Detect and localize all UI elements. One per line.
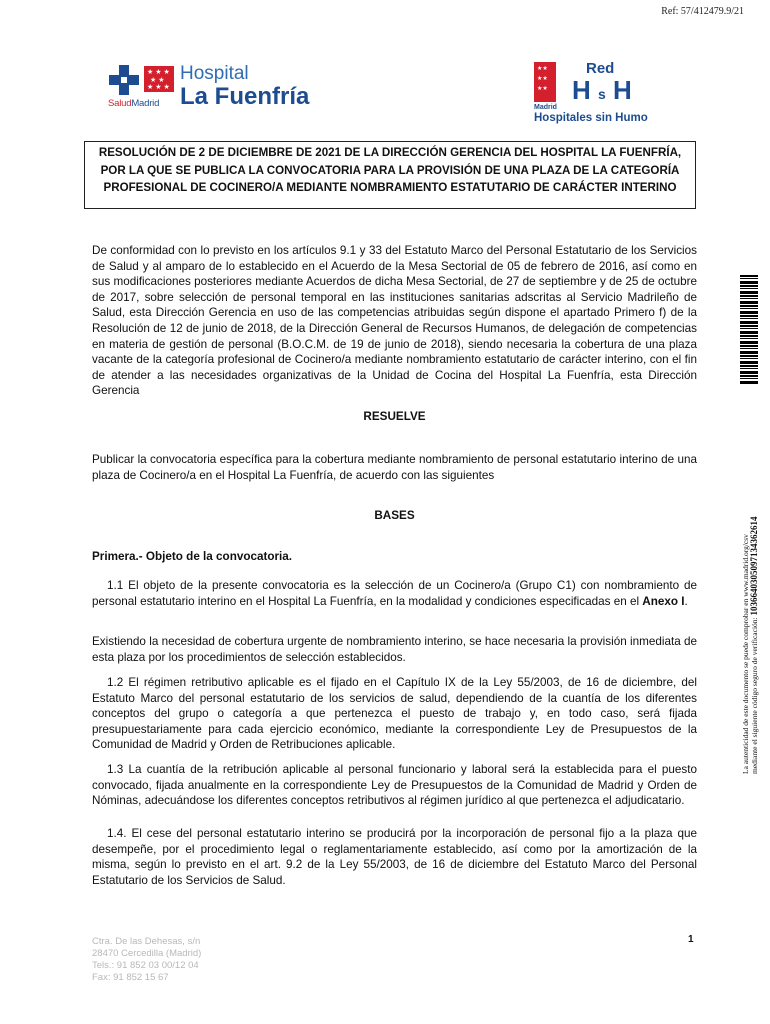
hospital-logo-line1: Hospital xyxy=(180,63,249,84)
red-hospitales-sin-humo-logo xyxy=(530,60,670,126)
salud-madrid-wordmark: SaludMadrid xyxy=(108,98,160,109)
verification-sidebar xyxy=(730,275,766,774)
primera-heading: Primera.- Objeto de la convocatoria. xyxy=(92,550,293,563)
paragraph-1-1: 1.1 El objeto de la presente convocatoria es la selección de un Cocinero/a (Grupo C1) con nombramiento de personal estatutario interino en el Hospital La Fuenfría, en la modalidad y condiciones especificadas en el Anexo I. xyxy=(92,579,697,608)
resolution-title: RESOLUCIÓN DE 2 DE DICIEMBRE DE 2021 DE LA DIRECCIÓN GERENCIA DEL HOSPITAL LA FUENFRÍA, POR LA QUE SE PUBLICA LA CONVOCATORIA PARA LA PROVISIÓN DE UNA PLAZA DE LA CATEGORÍA PROFESIONAL DE COCINERO/A MEDIANTE NOMBRAMIENTO ESTATUTARIO DE CARÁCTER INTERINO xyxy=(84,141,696,209)
page-number: 1 xyxy=(688,934,694,945)
paragraph-1-3: 1.3 La cuantía de la retribución aplicable al personal funcionario y laboral será la establecida para el puesto convocado, fijada anualmente en la correspondiente Ley de Presupuestos de la Comunidad de Madrid y Orden de Nóminas, adecuándose los diferentes conceptos retributivos al régimen jurídico al que pertenezca el adjudicatario. xyxy=(92,763,697,808)
document-reference: Ref: 57/412479.9/21 xyxy=(661,6,744,17)
bases-heading: BASES xyxy=(374,509,415,522)
hsh-madrid-label: Madrid xyxy=(534,104,557,111)
footer-address: Ctra. De las Dehesas, s/n 28470 Cercedilla (Madrid) Tels.: 91 852 03 00/12 04 Fax: 91 852 15 67 xyxy=(92,936,202,983)
intro-paragraph: De conformidad con lo previsto en los artículos 9.1 y 33 del Estatuto Marco del Personal Estatutario de los Servicios de Salud y al amparo de lo establecido en el Acuerdo de la Mesa Sectorial de 05 de febrero de 2016, así como en sus modificaciones posteriores mediante Acuerdos de dicha Mesa Sectorial, de 27 de septiembre y de 25 de octubre de 2017, sobre selección de personal temporal en las instituciones sanitarias adscritas al Servicio Madrileño de Salud, esta Dirección Gerencia en uso de las competencias atribuidas según dispone el apartado Primero f) de la Resolución de 12 de junio de 2018, de la Dirección General de Recursos Humanos, de delegación de competencias en materia de gestión de personal (B.O.C.M. de 19 de junio de 2018), siendo necesaria la cobertura de una plaza vacante de la categoría profesional de Cocinero/a mediante nombramiento estatutario de carácter interino, con el fin de atender a las necesidades organizativas de la Unidad de Cocina del Hospital La Fuenfría, esta Dirección Gerencia xyxy=(92,244,697,398)
verification-text: La autenticidad de este documento se puede comprobar en www.madrid.org/csv mediante el siguiente código seguro de verificación: 1036640305097134362614 xyxy=(741,516,759,774)
verification-code: 1036640305097134362614 xyxy=(749,516,759,616)
resuelve-heading: RESUELVE xyxy=(363,410,426,423)
paragraph-1-2: 1.2 El régimen retributivo aplicable es el fijado en el Capítulo IX de la Ley 55/2003, de 16 de diciembre, del Estatuto Marco del personal estatutario de los servicios de salud, dependiendo de la cuantía de los diferentes conceptos del grupo o categoría a que pertenezca el puesto de trabajo y, en todo caso, será fijada presupuestariamente para cada ejercicio económico, mediante la correspondiente Ley de Presupuestos de la Comunidad de Madrid y Orden de Retribuciones aplicable. xyxy=(92,676,697,752)
hsh-wordmark: H s H xyxy=(572,75,632,105)
hospital-logo xyxy=(108,60,348,112)
paragraph-1-4: 1.4. El cese del personal estatutario interino se producirá por la incorporación de personal fijo a la plaza que desempeñe, por el procedimiento legal o reglamentariamente establecido, así como por la amortización de la misma, según lo previsto en el art. 9.2 de la Ley 55/2003, de 16 de diciembre del Estatuto Marco del Personal Estatutario de los Servicios de Salud. xyxy=(92,827,697,887)
hsh-red-label: Red xyxy=(586,60,615,77)
madrid-flag-icon: ★ ★ ★ ★ ★ ★ ★ ★ xyxy=(144,66,174,92)
publicar-paragraph: Publicar la convocatoria específica para la cobertura mediante nombramiento de personal estatutario interino de una plaza de Cocinero/a en el Hospital La Fuenfría, de acuerdo con las siguientes xyxy=(92,453,697,482)
salud-madrid-cross-icon xyxy=(108,64,140,96)
hospital-logo-line2: La Fuenfría xyxy=(180,83,310,110)
hsh-subtitle: Hospitales sin Humo xyxy=(534,112,648,124)
madrid-flag-icon: ★★ ★★ ★★ xyxy=(534,62,556,102)
anexo-reference: Anexo I xyxy=(642,594,685,608)
existiendo-paragraph: Existiendo la necesidad de cobertura urgente de nombramiento interino, se hace necesaria la provisión inmediata de esta plaza por los procedimientos de selección establecidos. xyxy=(92,635,697,664)
